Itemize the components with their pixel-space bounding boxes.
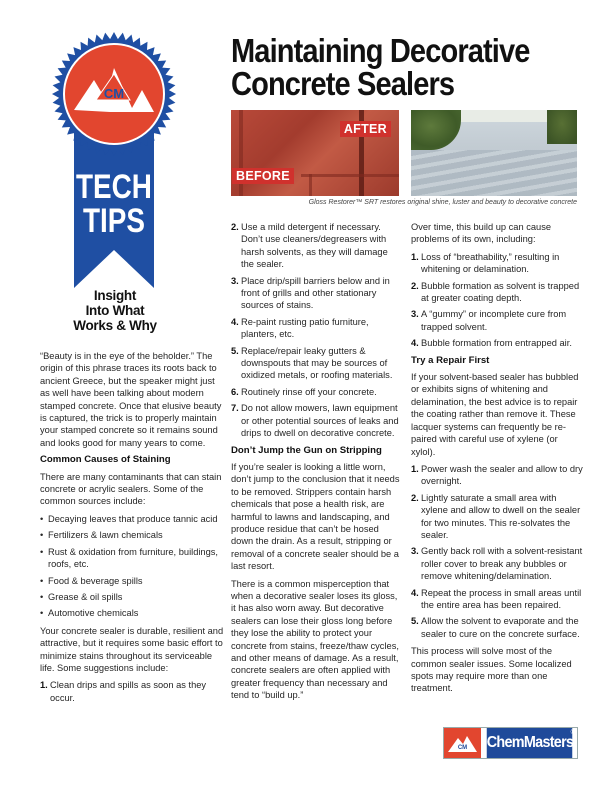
paragraph: If your solvent-based sealer has bubbled or exhibits signs of whitening and delamination, the best advice is to repair the coating rather than remove it. These lacquer systems can frequently be re-paired with careful use of xylene (or xylol). [411,372,579,457]
problems-list [411,251,583,350]
item-number: 7. [231,403,239,414]
paragraph: This process will solve most of the common sealer issues. Some localized spots may require more than one treatment. [411,646,572,694]
mountain-icon [444,728,481,758]
column-3 [411,221,583,700]
item-text: Allow the solvent to evaporate and the sealer to cure on the concrete surface. [421,616,580,639]
paragraph: If you’re sealer is looking a little worn, don’t jump to the conclusion that it needs to be removed. Strippers contain harsh chemicals that pose a health risk, are harmful to lawns and landscaping, and produce residue that can’t be hosed down the drain. As a result, stripping or removal of a concrete sealer should be a last resort. [231,461,400,572]
title-line: Maintaining Decorative [231,32,530,69]
list-item [231,386,403,398]
svg-text:CM: CM [457,745,468,751]
list-item [411,308,583,333]
page-title [231,34,530,100]
list-item: • Decaying leaves that produce tannic acid [40,513,225,525]
list-item [411,280,583,305]
item-number: 4. [411,338,419,349]
item-number: 3. [411,546,419,557]
item-number: 6. [231,386,239,397]
list-item: • Automotive chemicals [40,607,225,619]
item-text: Do not allow mowers, lawn equipment or other potential sources of leaks and drips to dwell on decorative concrete. [241,403,399,439]
restored-patio-photo [411,110,577,196]
logo-wordmark: ChemMasters [487,728,573,758]
title-line: Concrete Sealers [231,65,455,102]
list-item [411,587,583,612]
before-label: BEFORE [232,168,294,184]
list-item [411,545,583,582]
list-item [411,615,583,640]
logo-mark [444,728,481,758]
tagline-line: Into What [85,303,145,318]
item-text: Re-paint rusting patio furniture, planters, etc. [241,316,369,340]
list-item: • Fertilizers & lawn chemicals [40,529,225,541]
intro-paragraph: “Beauty is in the eye of the beholder.” The origin of this phrase traces its roots back to ancient Greece, but the speaker might just as well have been talking about modern stamped concrete. Once that elusive beauty is captured, the trick is to properly maintain your stamped concrete so it remains sound and looks good for many years to come. [40,351,222,448]
item-number: 1. [411,251,419,262]
item-text: A “gummy” or incomplete cure from trapped solvent. [421,309,567,332]
badge-line1: TECH [76,167,152,206]
item-number: 1. [411,463,419,474]
photo-caption: Gloss Restorer™ SRT restores original shine, luster and beauty to decorative concrete [308,199,577,206]
list-item [231,275,403,312]
tech-tips-badge [50,30,178,292]
item-text: Lightly saturate a small area with xylene and allow to dwell on the sealer for two minutes. This re-solvates the sealer. [421,492,581,540]
badge-monogram: CM [103,86,125,101]
item-text: Clean drips and spills as soon as they occur. [50,680,207,703]
suggestions-list-continued [231,221,403,440]
item-text: Place drip/spill barriers below and in front of grills and other stationary sources of stains. [241,275,390,311]
list-item [231,221,403,271]
list-item [411,463,583,488]
section-heading-staining: Common Causes of Staining [40,454,171,466]
item-text: Power wash the sealer and allow to dry overnight. [421,463,583,487]
item-number: 4. [411,587,419,598]
item-number: 2. [411,492,419,503]
item-number: 3. [411,309,419,320]
column-1 [40,350,225,709]
item-text: Replace/repair leaky gutters & downspouts that may be sources of oxidized metals, or roofing materials. [241,345,393,381]
after-label: AFTER [340,121,391,137]
item-text: Repeat the process in small areas until the entire area has been repaired. [421,587,582,610]
paragraph: Over time, this build up can cause problems of its own, including: [411,222,552,245]
paragraph: There are many contaminants that can stain concrete or acrylic sealers. Some of the common sources include: [40,471,222,507]
item-number: 2. [411,280,419,291]
list-item: • Grease & oil spills [40,591,225,603]
list-item: • Rust & oxidation from furniture, buildings, roofs, etc. [40,546,225,571]
tagline-line: Insight [93,288,137,303]
list-item [231,402,403,439]
item-number: 5. [411,616,419,627]
item-number: 5. [231,345,239,356]
paragraph: Your concrete sealer is durable, resilient and attractive, but it requires some basic effort to minimize stains throughout its serviceable life. Some suggestions include: [40,625,224,673]
item-text: Routinely rinse off your concrete. [241,386,377,397]
section-heading-stripping: Don’t Jump the Gun on Stripping [231,444,382,456]
item-number: 3. [231,275,239,286]
paragraph: There is a common misperception that when a decorative sealer loses its gloss, it has also worn away. But decorative sealers can lose their gloss long before they lose the ability to protect your concrete from stains, freeze/thaw cycles, and other means of damage. As a result, concrete sealers are often applied with greater frequency than necessary and tend to “build up.” [231,578,399,701]
list-item [411,492,583,542]
item-number: 4. [231,316,239,327]
item-text: Use a mild detergent if necessary. Don’t use cleaners/degreasers with harsh solvents, as they will damage the sealer. [241,222,388,270]
stain-sources-list [40,513,225,620]
item-text: Gently back roll with a solvent-resistant roller cover to break any bubbles or remove whitening/delamination. [421,546,583,582]
section-heading-repair: Try a Repair First [411,354,490,366]
registered-mark: ® [570,730,575,736]
badge-line2: TIPS [82,201,145,240]
column-2 [231,221,403,707]
tagline-line: Works & Why [73,318,157,333]
suggestions-list [40,679,225,704]
chemmasters-logo [443,727,578,759]
list-item [411,337,583,349]
tagline [40,288,190,333]
list-item: • Food & beverage spills [40,575,225,587]
repair-steps-list [411,463,583,640]
before-after-photo [231,110,399,196]
item-text: Bubble formation as solvent is trapped at greater coating depth. [421,280,580,304]
item-number: 1. [40,680,48,691]
item-text: Loss of “breathability,” resulting in whitening or delamination. [421,251,560,275]
item-text: Bubble formation from entrapped air. [421,338,572,349]
item-number: 2. [231,222,239,232]
list-item [231,345,403,382]
list-item [411,251,583,276]
list-item [40,679,225,704]
list-item [231,316,403,341]
